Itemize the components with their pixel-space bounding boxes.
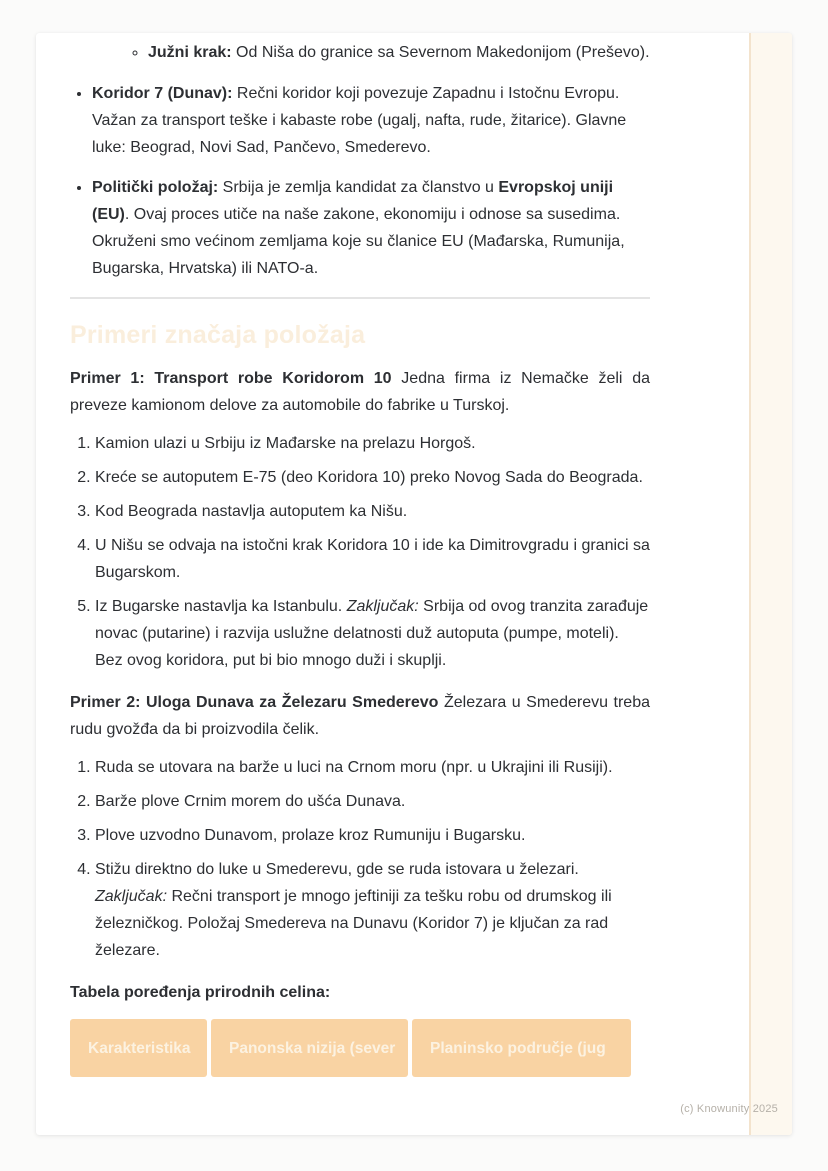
document-content bbox=[70, 39, 650, 1077]
table-title: Tabela poređenja prirodnih celina: bbox=[70, 984, 331, 1001]
comparison-table-header-row bbox=[70, 1019, 635, 1077]
knowunity-watermark: (c) Knowunity 2025 bbox=[680, 1103, 778, 1115]
page-edge-strip bbox=[749, 33, 792, 1135]
section-heading: Primeri značaja položaja bbox=[70, 321, 366, 349]
list-item: 5. Iz Bugarske nastavlja ka Istanbulu. Zaključak: Srbija od ovog tranzita zarađuje novac (putarine) i razvija uslužne delatnosti duž autoputa (pumpe, moteli). Bez ovog koridora, put bi bio mnogo duži i skuplji. bbox=[95, 593, 650, 674]
document-page bbox=[36, 33, 792, 1135]
list-item: ◦ Južni krak: Od Niša do granice sa Severnom Makedonijom (Preševo). bbox=[148, 39, 650, 66]
list-item: 2. Kreće se autoputem E-75 (deo Koridora 10) preko Novog Sada do Beograda. bbox=[95, 464, 650, 491]
table-header-cell: Panonska nizija (sever bbox=[211, 1019, 408, 1077]
steps-list-2 bbox=[70, 754, 650, 964]
steps-list-1 bbox=[70, 430, 650, 674]
table-header-cell: Karakteristika bbox=[70, 1019, 207, 1077]
list-item: 3. Kod Beograda nastavlja autoputem ka Nišu. bbox=[95, 498, 650, 525]
section-divider bbox=[70, 297, 650, 299]
list-item: 1. Kamion ulazi u Srbiju iz Mađarske na prelazu Horgoš. bbox=[95, 430, 650, 457]
example1-paragraph: Primer 1: Transport robe Koridorom 10 Jedna firma iz Nemačke želi da preveze kamionom delove za automobile do fabrike u Turskoj. bbox=[70, 370, 650, 414]
table-header-cell: Planinsko područje (jug bbox=[412, 1019, 631, 1077]
example2-paragraph: Primer 2: Uloga Dunava za Železaru Smederevo Železara u Smederevu treba rudu gvožđa da bi proizvodila čelik. bbox=[70, 694, 650, 738]
list-item: 4. U Nišu se odvaja na istočni krak Koridora 10 i ide ka Dimitrovgradu i granici sa Bugarskom. bbox=[95, 532, 650, 586]
list-item: 1. Ruda se utovara na barže u luci na Crnom moru (npr. u Ukrajini ili Rusiji). bbox=[95, 754, 650, 781]
list-item: 2. Barže plove Crnim morem do ušća Dunava. bbox=[95, 788, 650, 815]
list-item: 4. Stižu direktno do luke u Smederevu, gde se ruda istovara u železari. Zaključak: Rečni transport je mnogo jeftiniji za tešku robu od drumskog ili železničkog. Položaj Smedereva na Dunavu (Koridor 7) je ključan za rad železare. bbox=[95, 856, 650, 964]
list-item: 3. Plove uzvodno Dunavom, prolaze kroz Rumuniju i Bugarsku. bbox=[95, 822, 650, 849]
list-item: • Politički položaj: Srbija je zemlja kandidat za članstvo u Evropskoj uniji (EU). Ovaj proces utiče na naše zakone, ekonomiju i odnose sa susedima. Okruženi smo većinom zemljama koje su članice EU (Mađarska, Rumunija, Bugarska, Hrvatska) ili NATO-a. bbox=[92, 174, 650, 282]
sub-bullet-list bbox=[70, 39, 650, 66]
list-item: • Koridor 7 (Dunav): Rečni koridor koji povezuje Zapadnu i Istočnu Evropu. Važan za transport teške i kabaste robe (ugalj, nafta, rude, žitarice). Glavne luke: Beograd, Novi Sad, Pančevo, Smederevo. bbox=[92, 80, 650, 161]
bullet-list bbox=[70, 80, 650, 282]
